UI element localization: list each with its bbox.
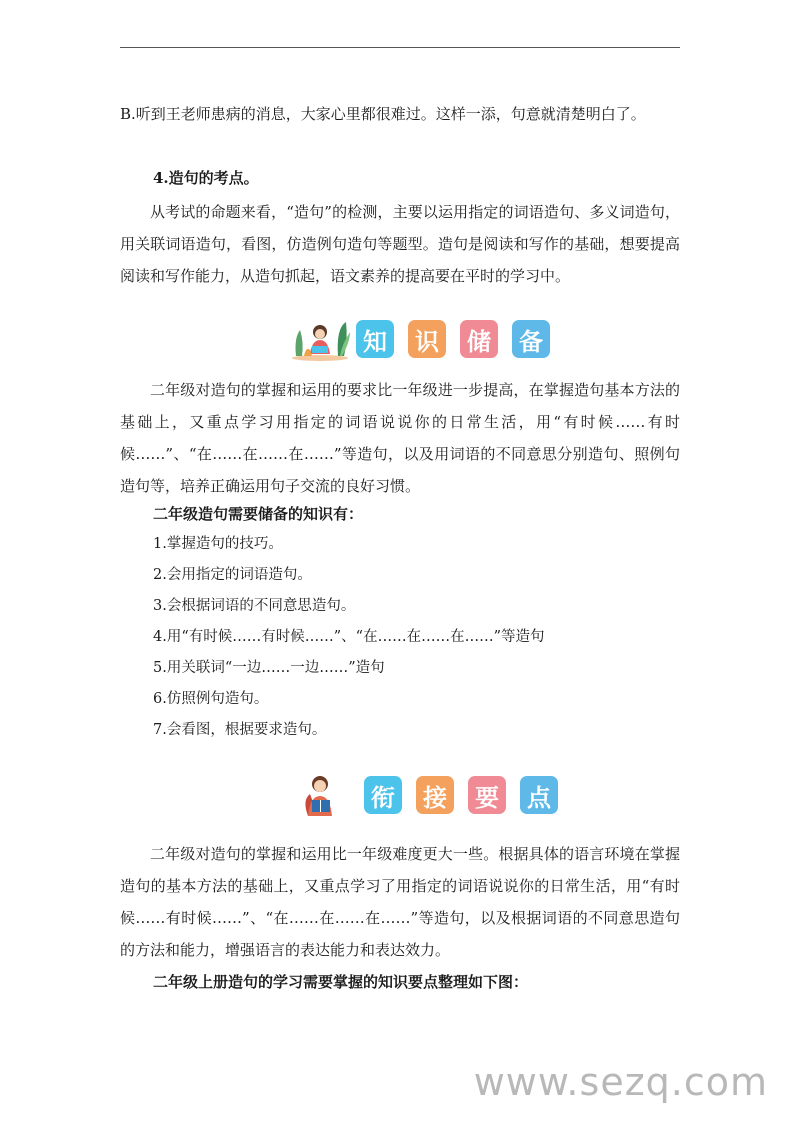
closing-heading: 二年级上册造句的学习需要掌握的知识要点整理如下图： — [153, 973, 529, 991]
list-item: 2.会用指定的词语造句。 — [153, 567, 312, 583]
banner1-char-2: 识 — [408, 320, 446, 358]
banner2-char-3: 要 — [468, 776, 506, 814]
girl-reading-plants-illustration — [290, 316, 352, 362]
teacher-with-book-illustration — [298, 772, 360, 818]
paragraph-exam: 从考试的命题来看，“造句”的检测，主要以运用指定的词语造句、多义词造句，用关联词语造句，看图，仿造例句造句等题型。造句是阅读和写作的基础，想要提高阅读和写作能力，从造句抓起，语文素养的提高要在平时的学习中。 — [120, 203, 680, 285]
paragraph-example-b: B.听到王老师患病的消息，大家心里都很难过。这样一添，句意就清楚明白了。 — [120, 105, 646, 123]
banner1-char-4: 备 — [512, 320, 550, 358]
paragraph-knowledge-reserve: 二年级对造句的掌握和运用的要求比一年级进一步提高，在掌握造句基本方法的基础上，又重点学习用指定的词语说说你的日常生活，用“有时候……有时候……”、“在……在……在……”等造句，以及用词语的不同意思分别造句、照例句造句等，培养正确运用句子交流的良好习惯。 — [120, 381, 680, 495]
heading-exam-points: 4.造句的考点。 — [153, 169, 259, 187]
banner2-char-4: 点 — [520, 776, 558, 814]
list-item: 4.用“有时候……有时候……”、“在……在……在……”等造句 — [153, 629, 545, 645]
list-item: 1.掌握造句的技巧。 — [153, 536, 283, 552]
paragraph-connection: 二年级对造句的掌握和运用比一年级难度更大一些。根据具体的语言环境在掌握造句的基本方法的基础上，又重点学习了用指定的词语说说你的日常生活，用“有时候……有时候……”、“在……在……在……”等造句，以及根据词语的不同意思造句的方法和能力，增强语言的表达能力和表达效力。 — [120, 845, 680, 959]
banner-connection-points — [298, 772, 572, 818]
heading-knowledge-list: 二年级造句需要储备的知识有： — [153, 505, 364, 523]
list-item: 5.用关联词“一边……一边……”造句 — [153, 660, 385, 676]
banner-knowledge-reserve — [290, 316, 564, 362]
banner1-char-1: 知 — [356, 320, 394, 358]
watermark: www.sezq.com — [473, 1060, 768, 1104]
list-item: 3.会根据词语的不同意思造句。 — [153, 598, 356, 614]
list-item: 7.会看图，根据要求造句。 — [153, 722, 327, 738]
banner1-char-3: 储 — [460, 320, 498, 358]
banner2-char-1: 衔 — [364, 776, 402, 814]
banner2-char-2: 接 — [416, 776, 454, 814]
list-item: 6.仿照例句造句。 — [153, 691, 269, 707]
header-rule — [120, 47, 680, 48]
